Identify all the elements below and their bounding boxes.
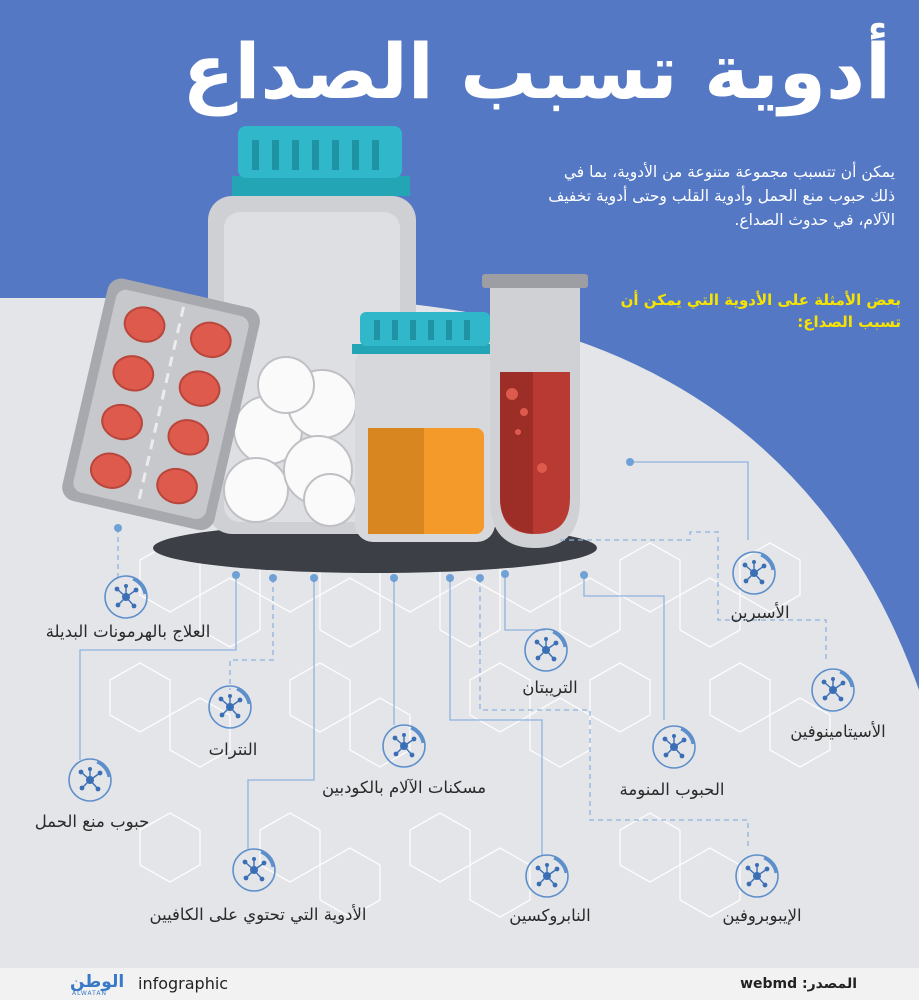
test-tube [482,274,588,548]
medication-label: حبوب منع الحمل [34,812,150,831]
molecule-icon [103,574,149,620]
molecule-icon [67,757,113,803]
molecule-icon [524,853,570,899]
medication-label: النابروكسين [509,906,591,925]
intro-text: يمكن أن تتسبب مجموعة متنوعة من الأدوية، بما في ذلك حبوب منع الحمل وأدوية القلب وحتى أدوية تخفيف الآلام، في حدوث الصداع. [548,163,895,230]
medication-label: الحبوب المنومة [619,780,725,799]
medication-label: التريبتان [522,678,578,697]
examples-subheading: بعض الأمثلة على الأدوية التي يمكن أن تسبب الصداع: [620,291,901,331]
medication-label: الأدوية التي تحتوي على الكافيين [149,905,367,924]
molecule-icon [810,667,856,713]
molecule-icon [734,853,780,899]
molecule-icon [523,627,569,673]
liquid-jar [352,312,496,542]
alwatan-logo-sub: ALWATAN [72,990,107,997]
alwatan-logo: الوطن [70,972,125,992]
medication-label: النترات [208,740,258,759]
molecule-icon [651,724,697,770]
medication-label: الأسيتامينوفين [790,722,886,741]
medication-label: الإيبوبروفين [722,906,802,925]
molecule-icon [207,684,253,730]
molecule-icon [731,550,777,596]
molecule-icon [231,847,277,893]
page-title: أدوية تسبب الصداع [182,27,891,116]
molecule-icon [381,723,427,769]
medication-label: الأسبرين [730,603,790,622]
source-credit: المصدر: webmd [740,976,857,992]
medication-label: مسكنات الآلام بالكودبين [321,778,487,797]
medication-label: العلاج بالهرمونات البديلة [45,622,211,641]
infographic-brand: infographic [138,974,229,993]
